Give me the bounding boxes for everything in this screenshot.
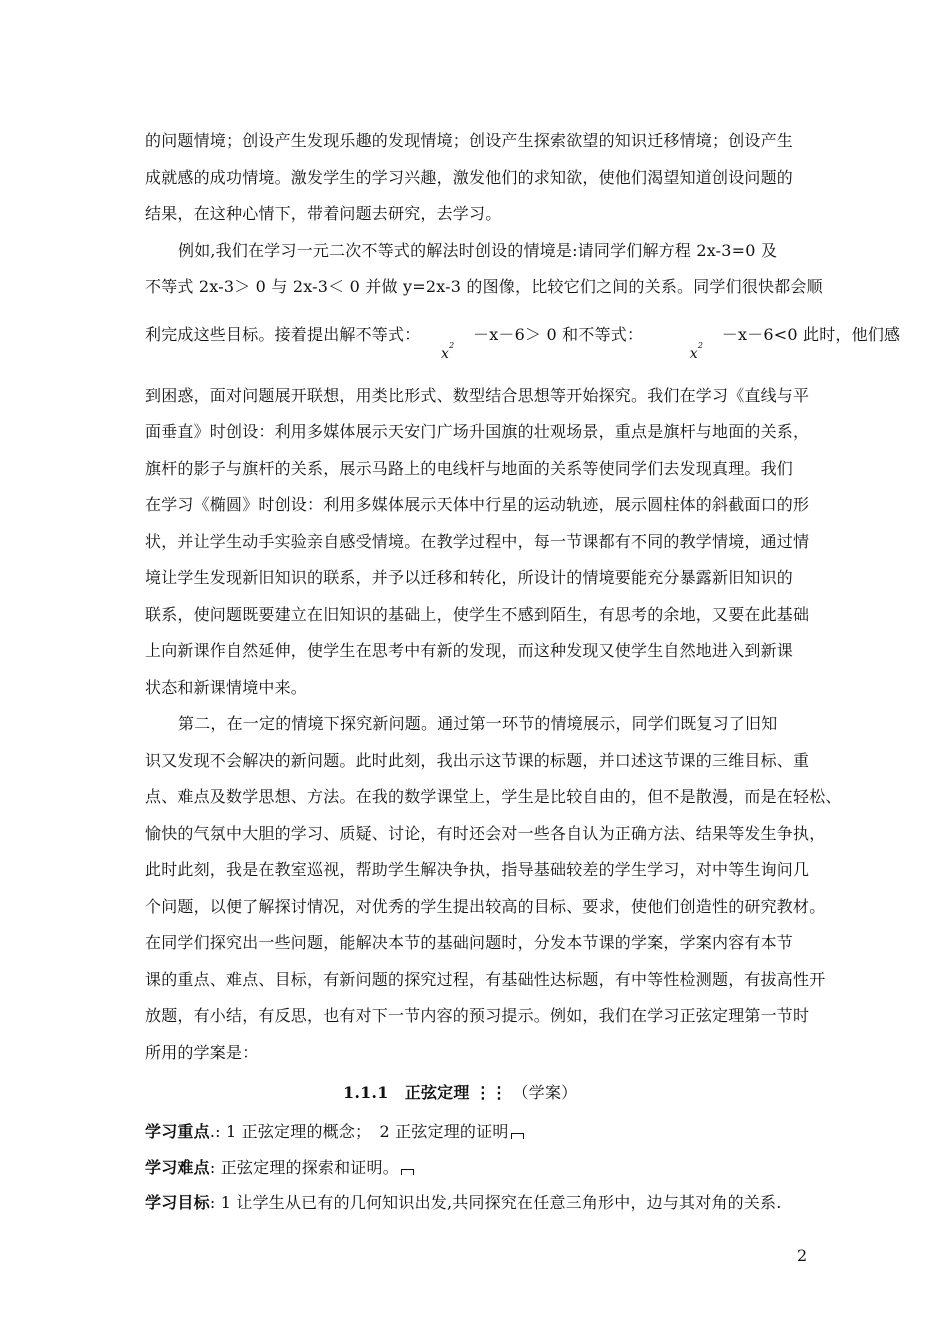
paragraph-line: 的问题情境；创设产生发现乐趣的发现情境；创设产生探索欲望的知识迁移情境；创设产生 xyxy=(145,131,794,150)
paragraph-line: 面垂直》时创设：利用多媒体展示天安门广场升国旗的壮观场景，重点是旗杆与地面的关系， xyxy=(145,422,810,441)
paragraph-line: 成就感的成功情境。激发学生的学习兴趣，激发他们的求知欲，使他们渴望知道创设问题的 xyxy=(145,168,794,187)
point-label: 学习难点 xyxy=(145,1158,210,1177)
paragraph-line: 第二，在一定的情境下探究新问题。通过第一环节的情境展示，同学们既复习了旧知 xyxy=(178,714,778,733)
heading-title: 1.1.1 正弦定理 xyxy=(343,1083,470,1102)
point-separator: : xyxy=(209,1193,221,1212)
paragraph-line: 到困惑，面对问题展开联想，用类比形式、数型结合思想等开始探究。我们在学习《直线与平 xyxy=(145,386,810,405)
heading-marks: ⋮⋮ xyxy=(474,1083,508,1102)
paragraph-line: 上向新课作自然延伸，使学生在思考中有新的发现，而这种发现又使学生自然地进入到新课 xyxy=(145,641,794,660)
math-x-squared: $x^2$ xyxy=(441,341,455,362)
inequality-line xyxy=(145,322,901,362)
paragraph-line: 此时此刻，我是在教室巡视，帮助学生解决争执，指导基础较差的学生学习，对中等生询问几 xyxy=(145,860,810,879)
edit-mark-icon xyxy=(401,1169,414,1175)
page-number: 2 xyxy=(797,1246,808,1265)
paragraph-line: 识又发现不会解决的新问题。此时此刻，我出示这节课的标题，并口述这节课的三维目标、重 xyxy=(145,751,810,770)
point-separator: : xyxy=(209,1158,221,1177)
section-heading xyxy=(343,1080,577,1103)
inequality-one: －x－6＞ 0 和不等式： xyxy=(473,325,644,344)
paragraph-line: 状，并让学生动手实验亲自感受情境。在教学过程中，每一节课都有不同的教学情境，通过情 xyxy=(145,532,810,551)
paragraph-line: 在同学们探究出一些问题，能解决本节的基础问题时，分发本节课的学案，学案内容有本节 xyxy=(145,933,794,952)
inequality-two: －x－6<0 此时，他们感 xyxy=(721,325,901,344)
point-text: 正弦定理的探索和证明。 xyxy=(220,1158,399,1177)
paragraph-line: 点、难点及数学思想、方法。在我的数学课堂上，学生是比较自由的，但不是散漫，而是在轻松、 xyxy=(145,787,842,806)
inequality-intro: 利完成这些目标。接着提出解不等式： xyxy=(145,325,421,344)
paragraph-line: 例如,我们在学习一元二次不等式的解法时创设的情境是:请同学们解方程 2x-3=0 及 xyxy=(178,241,778,260)
paragraph-line: 状态和新课情境中来。 xyxy=(145,678,308,697)
paragraph-line: 愉快的气氛中大胆的学习、质疑、讨论，有时还会对一些各自认为正确方法、结果等发生争执， xyxy=(145,824,826,843)
edit-mark-icon xyxy=(511,1133,524,1139)
learning-point xyxy=(145,1190,782,1213)
paragraph-line: 旗杆的影子与旗杆的关系，展示马路上的电线杆与地面的关系等使同学们去发现真理。我们 xyxy=(145,459,794,478)
point-text: 1 让学生从已有的几何知识出发,共同探究在任意三角形中，边与其对角的关系. xyxy=(220,1193,782,1212)
paragraph-line: 个问题，以便了解探讨情况，对优秀的学生提出较高的目标、要求，使他们创造性的研究教材。 xyxy=(145,897,826,916)
paragraph-line: 联系，使问题既要建立在旧知识的基础上，使学生不感到陌生，有思考的余地，又要在此基础 xyxy=(145,605,810,624)
paragraph-line: 在学习《椭圆》时创设：利用多媒体展示天体中行星的运动轨迹，展示圆柱体的斜截面口的形 xyxy=(145,495,810,514)
point-label: 学习重点 xyxy=(145,1122,210,1141)
paragraph-line: 课的重点、难点、目标，有新问题的探究过程，有基础性达标题，有中等性检测题，有拔高性开 xyxy=(145,970,826,989)
paragraph-line: 结果，在这种心情下，带着问题去研究，去学习。 xyxy=(145,204,502,223)
math-x-squared: $x^2$ xyxy=(689,341,704,362)
paragraph-line: 不等式 2x-3＞ 0 与 2x-3＜ 0 并做 y=2x-3 的图像，比较它们之间的关系。同学们很快都会顺 xyxy=(145,277,823,296)
learning-point xyxy=(145,1119,524,1142)
learning-point xyxy=(145,1155,414,1178)
heading-suffix: （学案） xyxy=(512,1083,578,1102)
paragraph-line: 放题，有小结，有反思，也有对下一节内容的预习提示。例如，我们在学习正弦定理第一节时 xyxy=(145,1006,810,1025)
paragraph-line: 所用的学案是： xyxy=(145,1043,259,1062)
point-label: 学习目标 xyxy=(145,1193,210,1212)
paragraph-line: 境让学生发现新旧知识的联系，并予以迁移和转化，所设计的情境要能充分暴露新旧知识的 xyxy=(145,568,794,587)
point-text: 1 正弦定理的概念； 2 正弦定理的证明 xyxy=(225,1122,509,1141)
point-separator: .: xyxy=(209,1122,226,1141)
